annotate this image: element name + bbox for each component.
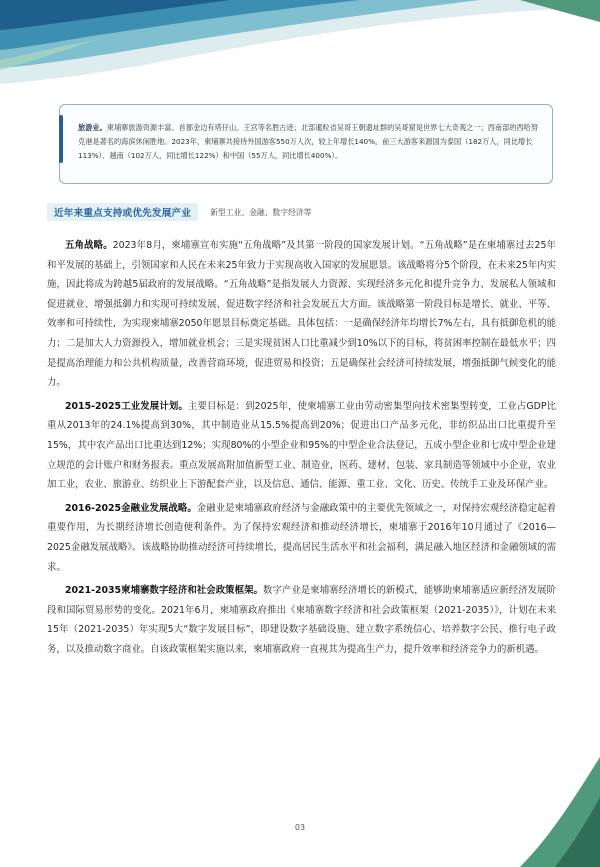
article-body (47, 236, 556, 663)
callout-lead: 旅游业。 (78, 123, 107, 132)
page-number: 03 (294, 823, 306, 832)
paragraph-industrial-plan (47, 397, 556, 495)
paragraph-lead: 2021-2035柬埔寨数字经济和社会政策框架。 (65, 585, 263, 597)
paragraph-text: 数字产业是柬埔寨经济增长的新模式，能够助柬埔寨适应新经济发展阶段和国际贸易形势的变化。2021年6月，柬埔寨政府推出《柬埔寨数字经济和社会政策框架（2021-2035）》，计划在未来15年（2021-2035）年实现5大“数字发展目标”，即建设数字基础设施、建立数字系统信心、培养数字公民、推行电子政务，以及推动数字商业。自该政策框架实施以来，柬埔寨政府一直视其为提高生产力，提升效率和经济竞争力的新机遇。 (47, 585, 556, 655)
paragraph-lead: 五角战略。 (65, 240, 113, 251)
paragraph-five-pillar-strategy (47, 236, 556, 393)
callout-accent-bar (59, 115, 63, 163)
tourism-callout-text (78, 121, 544, 163)
tourism-callout-box (59, 104, 553, 184)
header-wave-decoration (0, 0, 600, 90)
section-subtitle: 新型工业、金融、数字经济等 (210, 207, 312, 217)
footer-wave-decoration (480, 757, 600, 867)
callout-body: 柬埔寨旅游资源丰富。首都金边有塔仔山、王宫等名胜古迹；北部暹粒省吴哥王朝遗址群的吴哥窟是世界七大奇观之一；西南部的西哈努克港是著名的海滨休闲胜地。2023年，柬埔寨共接待外国游客550万人次，较上年增长140%，前三大游客来源国为泰国（182万人，同比增长113%）、越南（102万人，同比增长122%）和中国（55万人，同比增长400%）。 (78, 123, 539, 160)
paragraph-lead: 2016-2025金融业发展战略。 (65, 502, 197, 514)
paragraph-finance-strategy (47, 499, 556, 577)
section-heading (47, 203, 527, 221)
section-title: 近年来重点支持或优先发展产业 (47, 203, 198, 221)
paragraph-digital-economy (47, 581, 556, 659)
paragraph-text: 主要目标是：到2025年，使柬埔寨工业由劳动密集型向技术密集型转变，工业占GDP比重从2013年的24.1%提高到30%，其中制造业从15.5%提高到20%；促进出口产品多元化，非纺织品出口比重提升至15%，其中农产品出口比重达到12%；实现80%的小型企业和95%的中型企业合法登记，五成小型企业和七成中型企业建立规范的会计账户和财务报表。重点发展高附加值新型工业、制造业，医药、建材、包装、家具制造等领域中小企业，农业加工业，农业、旅游业、纺织业上下游配套产业，以及信息、通信、能源、重工业、文化、历史、传统手工业及环保产业。 (47, 400, 556, 491)
paragraph-text: 金融业是柬埔寨政府经济与金融政策中的主要优先领域之一，对保持宏观经济稳定起着重要作用，为长期经济增长创造便利条件。为了保持宏观经济和推动经济增长，柬埔寨于2016年10月通过了《2016—2025金融发展战略》。该战略协助推动经济可持续增长，提高居民生活水平和社会福利，满足融入地区经济和金融领域的需求。 (47, 502, 556, 573)
paragraph-text: 2023年8月，柬埔寨宣布实施“五角战略”及其第一阶段的国家发展计划。“五角战略”是在柬埔寨过去25年和平发展的基础上，引领国家和人民在未来25年致力于实现高收入国家的发展愿景。该战略将分5个阶段，在未来25年内实施，因此将成为跨越5届政府的发展战略。“五角战略”是指发展人力资源、实现经济多元化和提升竞争力、发展私人领域和促进就业、增强抵御力和实现可持续发展、促进数字经济和社会发展五大方面。该战略第一阶段目标是增长、就业、平等、效率和可持续性，为实现柬埔寨2050年愿景目标奠定基础。具体包括：一是确保经济年均增长7%左右，具有抵御危机的能力；二是加大人力资源投入，增加就业机会；三是实现贫困人口比重减少到10%以下的目标，将贫困率控制在最低水平；四是提高治理能力和公共机构质量，改善营商环境，促进贸易和投资；五是确保社会经济可持续发展，增强抵御气候变化的能力。 (47, 240, 556, 389)
paragraph-lead: 2015-2025工业发展计划。 (65, 400, 188, 412)
